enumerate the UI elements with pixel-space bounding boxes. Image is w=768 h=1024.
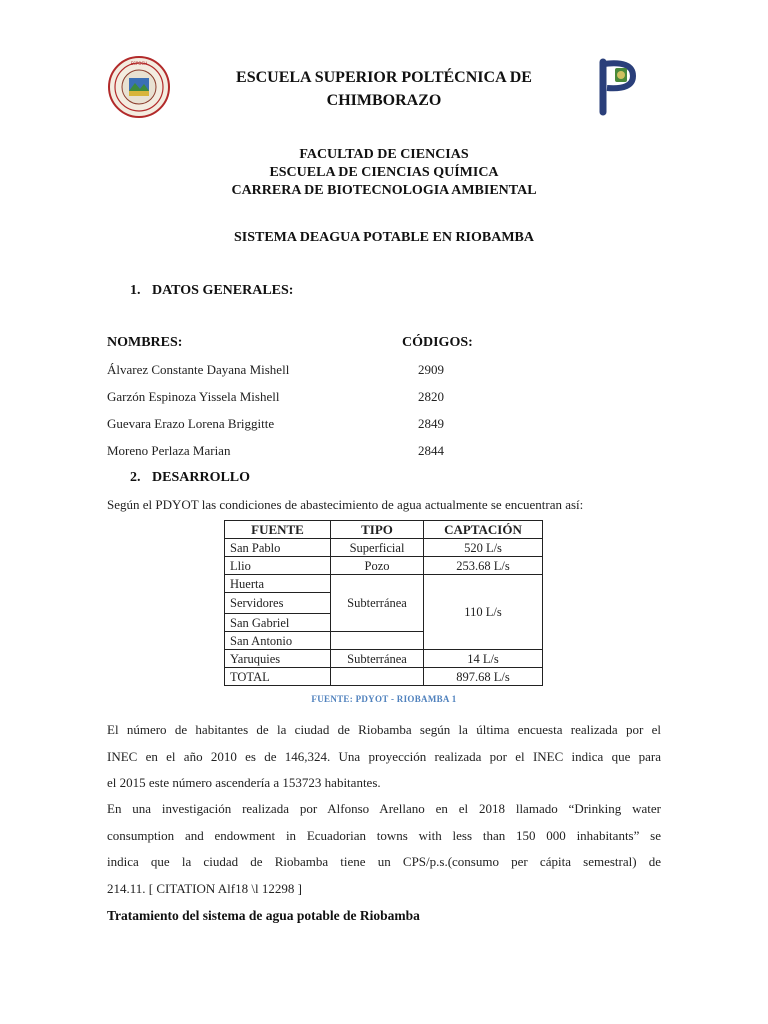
table-cell-captacion: 253.68 L/s [424, 557, 543, 575]
table-cell-total-captacion: 897.68 L/s [424, 668, 543, 686]
student-code-1: 2909 [418, 362, 444, 377]
student-code-3: 2849 [418, 416, 444, 431]
institution-title-line2: CHIMBORAZO [326, 92, 442, 109]
treatment-subheading: Tratamiento del sistema de agua potable de Riobamba [107, 908, 420, 923]
svg-text:ESPOCH: ESPOCH [130, 61, 148, 66]
table-cell-total-label: TOTAL [225, 668, 331, 686]
table-cell-fuente: San Antonio [225, 632, 331, 650]
paragraph-2-line-1: En una investigación realizada por Alfonso Arellano en el 2018 llamado “Drinking water [107, 801, 661, 816]
codes-header: CÓDIGOS: [402, 335, 473, 350]
section-2-title: DESARROLLO [152, 470, 251, 485]
table-row [225, 575, 543, 593]
student-code-4: 2844 [418, 443, 444, 458]
student-name-4: Moreno Perlaza Marian [107, 443, 231, 458]
paragraph-2-line-2: consumption and endowment in Ecuadorian towns with less than 150 000 inhabitants” se [107, 828, 661, 843]
institution-title-line1: ESCUELA SUPERIOR POLTÉCNICA DE [236, 69, 532, 86]
student-name-1: Álvarez Constante Dayana Mishell [107, 362, 290, 377]
student-name-2: Garzón Espinoza Yissela Mishell [107, 389, 280, 404]
table-header-tipo: TIPO [331, 521, 424, 539]
student-name-3: Guevara Erazo Lorena Briggitte [107, 416, 275, 431]
table-cell-tipo-empty [331, 632, 424, 650]
table-row [225, 650, 543, 668]
school-heading: ESCUELA DE CIENCIAS QUÍMICA [269, 165, 499, 180]
table-cell-fuente: Llio [225, 557, 331, 575]
table-header-row [225, 521, 543, 539]
table-caption: FUENTE: PDYOT - RIOBAMBA 1 [311, 694, 457, 704]
section-2-number: 2. [130, 470, 141, 485]
table-cell-captacion: 14 L/s [424, 650, 543, 668]
table-total-row [225, 668, 543, 686]
table-cell-tipo: Subterránea [331, 650, 424, 668]
table-header-captacion: CAPTACIÓN [424, 521, 543, 539]
names-header: NOMBRES: [107, 335, 183, 350]
table-row [225, 557, 543, 575]
table-row [225, 539, 543, 557]
faculty-heading: FACULTAD DE CIENCIAS [299, 147, 469, 162]
institution-title [0, 66, 768, 112]
section-1-title: DATOS GENERALES: [152, 283, 294, 298]
table-cell-fuente: San Gabriel [225, 614, 331, 632]
table-cell-fuente: Yaruquies [225, 650, 331, 668]
paragraph-2-line-3: indica que la ciudad de Riobamba tiene un CPS/p.s.(consumo per cápita semestral) de [107, 854, 661, 869]
subject-heading: SISTEMA DEAGUA POTABLE EN RIOBAMBA [233, 230, 534, 245]
table-cell-tipo: Subterránea [331, 575, 424, 632]
table-cell-tipo-empty [331, 668, 424, 686]
section-2-intro: Según el PDYOT las condiciones de abastecimiento de agua actualmente se encuentran así: [107, 497, 584, 512]
table-cell-fuente: Huerta [225, 575, 331, 593]
paragraph-2-line-4: 214.11. [ CITATION Alf18 \l 12298 ] [107, 881, 302, 896]
section-1-number: 1. [130, 283, 141, 298]
paragraph-1-line-2: INEC en el año 2010 es de 146,324. Una proyección realizada por el INEC indica que para [107, 749, 661, 764]
table-cell-captacion: 520 L/s [424, 539, 543, 557]
table-cell-tipo: Superficial [331, 539, 424, 557]
paragraph-1-line-1: El número de habitantes de la ciudad de Riobamba según la última encuesta realizada por el [107, 722, 661, 737]
table-cell-captacion: 110 L/s [424, 575, 543, 650]
table-cell-tipo: Pozo [331, 557, 424, 575]
table-cell-fuente: Servidores [225, 593, 331, 614]
career-heading: CARRERA DE BIOTECNOLOGIA AMBIENTAL [231, 183, 537, 198]
student-code-2: 2820 [418, 389, 444, 404]
paragraph-1-line-3: el 2015 este número ascendería a 153723 habitantes. [107, 775, 381, 790]
water-sources-table [224, 520, 543, 686]
table-cell-fuente: San Pablo [225, 539, 331, 557]
table-header-fuente: FUENTE [225, 521, 331, 539]
